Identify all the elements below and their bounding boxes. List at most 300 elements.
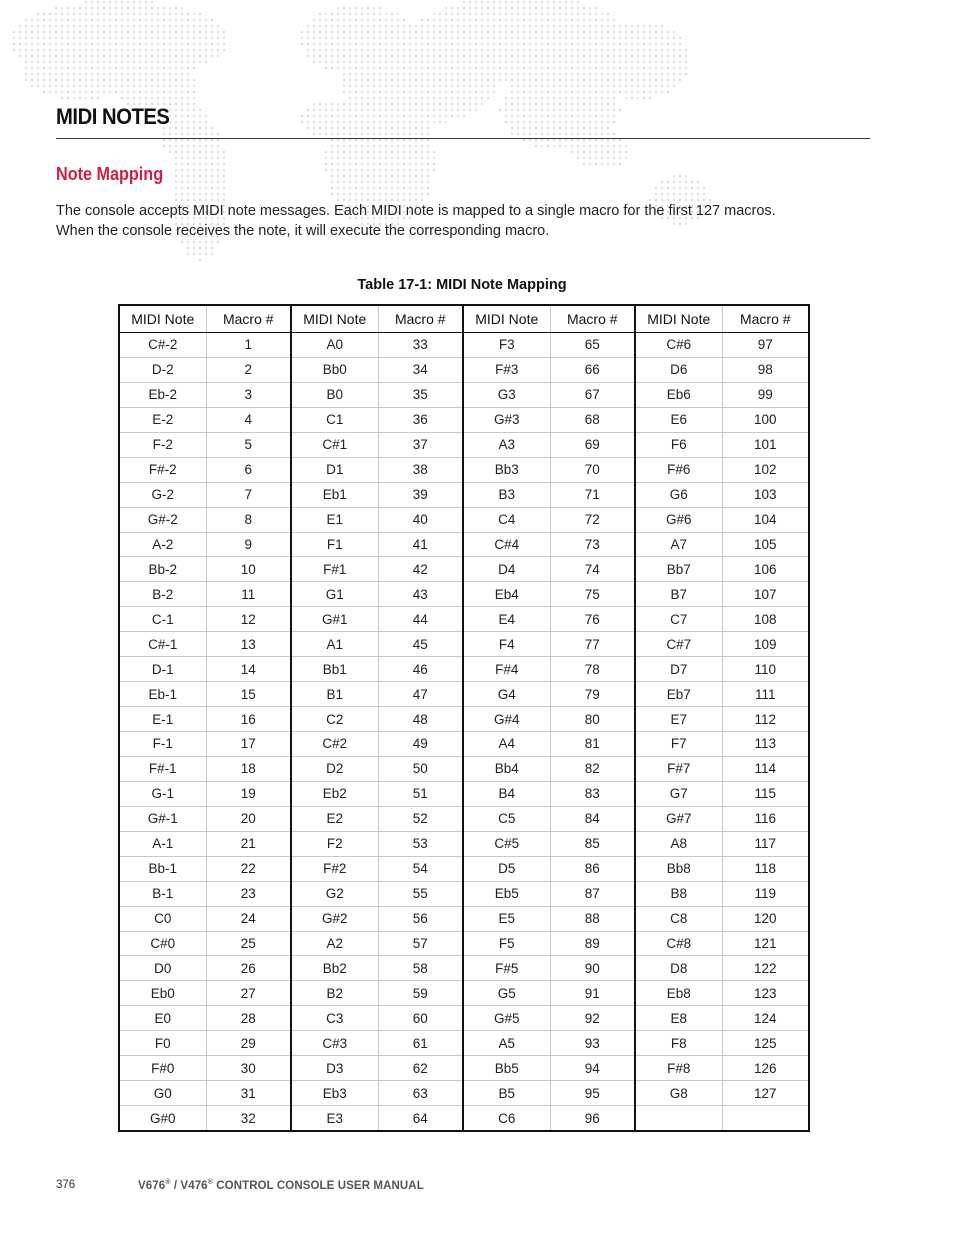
map-dot (217, 157, 219, 159)
map-dot (181, 25, 183, 27)
map-dot (541, 7, 543, 9)
map-dot (601, 37, 603, 39)
map-dot (415, 67, 417, 69)
map-dot (589, 31, 591, 33)
map-dot (613, 97, 615, 99)
map-dot (103, 79, 105, 81)
map-dot (181, 73, 183, 75)
map-dot (223, 31, 225, 33)
map-dot (193, 169, 195, 171)
map-dot (493, 43, 495, 45)
macro-number-cell: 5 (206, 432, 291, 457)
map-dot (199, 145, 201, 147)
map-dot (319, 115, 321, 117)
map-dot (319, 25, 321, 27)
map-dot (613, 55, 615, 57)
map-dot (415, 79, 417, 81)
map-dot (415, 103, 417, 105)
map-dot (547, 139, 549, 141)
map-dot (403, 19, 405, 21)
map-dot (439, 91, 441, 93)
map-dot (385, 43, 387, 45)
map-dot (469, 1, 471, 3)
map-dot (361, 103, 363, 105)
map-dot (373, 67, 375, 69)
macro-number-cell: 48 (378, 707, 463, 732)
midi-note-cell: C#1 (291, 432, 378, 457)
column-header: Macro # (550, 305, 635, 333)
macro-number-cell: 83 (550, 781, 635, 806)
map-dot (379, 25, 381, 27)
map-dot (445, 7, 447, 9)
map-dot (547, 121, 549, 123)
macro-number-cell: 53 (378, 831, 463, 856)
map-dot (169, 151, 171, 153)
section-heading: Note Mapping (56, 164, 164, 184)
map-dot (463, 55, 465, 57)
map-dot (415, 127, 417, 129)
map-dot (199, 175, 201, 177)
map-dot (415, 97, 417, 99)
map-dot (205, 199, 207, 201)
map-dot (97, 31, 99, 33)
map-dot (655, 61, 657, 63)
map-dot (601, 157, 603, 159)
map-dot (331, 67, 333, 69)
map-dot (595, 19, 597, 21)
map-dot (391, 61, 393, 63)
midi-note-cell: B4 (463, 781, 550, 806)
map-dot (451, 85, 453, 87)
map-dot (67, 79, 69, 81)
map-dot (685, 55, 687, 57)
map-dot (451, 67, 453, 69)
map-dot (643, 91, 645, 93)
map-dot (331, 121, 333, 123)
macro-number-cell: 7 (206, 482, 291, 507)
map-dot (625, 85, 627, 87)
map-dot (457, 55, 459, 57)
map-dot (607, 61, 609, 63)
map-dot (331, 169, 333, 171)
map-dot (583, 109, 585, 111)
map-dot (415, 181, 417, 183)
map-dot (193, 163, 195, 165)
map-dot (481, 73, 483, 75)
map-dot (565, 79, 567, 81)
map-dot (481, 91, 483, 93)
map-dot (43, 91, 45, 93)
map-dot (43, 61, 45, 63)
map-dot (139, 85, 141, 87)
map-dot (709, 199, 711, 201)
map-dot (61, 7, 63, 9)
map-dot (475, 85, 477, 87)
macro-number-cell: 62 (378, 1056, 463, 1081)
map-dot (37, 25, 39, 27)
map-dot (193, 49, 195, 51)
map-dot (607, 85, 609, 87)
macro-number-cell: 86 (550, 856, 635, 881)
map-dot (151, 73, 153, 75)
map-dot (25, 73, 27, 75)
midi-note-cell: Bb2 (291, 956, 378, 981)
map-dot (529, 97, 531, 99)
map-dot (667, 193, 669, 195)
map-dot (619, 151, 621, 153)
intro-line-2: When the console receives the note, it will execute the corresponding macro. (56, 222, 550, 239)
map-dot (85, 25, 87, 27)
macro-number-cell: 52 (378, 806, 463, 831)
map-dot (577, 139, 579, 141)
map-dot (553, 43, 555, 45)
map-dot (379, 13, 381, 15)
column-header: Macro # (722, 305, 809, 333)
map-dot (337, 49, 339, 51)
macro-number-cell: 70 (550, 457, 635, 482)
map-dot (661, 31, 663, 33)
map-dot (631, 55, 633, 57)
map-dot (367, 37, 369, 39)
map-dot (541, 31, 543, 33)
map-dot (343, 103, 345, 105)
map-dot (607, 13, 609, 15)
map-dot (397, 163, 399, 165)
table-row (119, 582, 809, 607)
map-dot (181, 85, 183, 87)
map-dot (109, 91, 111, 93)
map-dot (595, 91, 597, 93)
map-dot (55, 79, 57, 81)
map-dot (55, 19, 57, 21)
map-dot (655, 49, 657, 51)
map-dot (469, 55, 471, 57)
map-dot (127, 43, 129, 45)
map-dot (403, 79, 405, 81)
map-dot (487, 19, 489, 21)
midi-note-cell: E2 (291, 806, 378, 831)
map-dot (181, 175, 183, 177)
map-dot (559, 31, 561, 33)
map-dot (397, 97, 399, 99)
map-dot (193, 145, 195, 147)
midi-note-cell: C1 (291, 407, 378, 432)
map-dot (121, 1, 123, 3)
macro-number-cell: 1 (206, 333, 291, 358)
map-dot (67, 61, 69, 63)
macro-number-cell: 77 (550, 632, 635, 657)
map-dot (577, 85, 579, 87)
map-dot (553, 97, 555, 99)
map-dot (355, 121, 357, 123)
map-dot (367, 157, 369, 159)
map-dot (541, 133, 543, 135)
map-dot (517, 115, 519, 117)
map-dot (577, 19, 579, 21)
map-dot (427, 31, 429, 33)
map-dot (223, 169, 225, 171)
map-dot (79, 55, 81, 57)
map-dot (319, 19, 321, 21)
map-dot (667, 91, 669, 93)
map-dot (619, 91, 621, 93)
map-dot (403, 109, 405, 111)
midi-note-cell: E8 (635, 1006, 722, 1031)
midi-note-cell: C#7 (635, 632, 722, 657)
map-dot (379, 97, 381, 99)
map-dot (361, 127, 363, 129)
map-dot (661, 61, 663, 63)
map-dot (355, 181, 357, 183)
map-dot (379, 103, 381, 105)
map-dot (205, 31, 207, 33)
map-dot (583, 115, 585, 117)
table-row (119, 482, 809, 507)
map-dot (175, 139, 177, 141)
map-dot (589, 79, 591, 81)
macro-number-cell: 4 (206, 407, 291, 432)
map-dot (91, 7, 93, 9)
map-dot (379, 37, 381, 39)
map-dot (175, 103, 177, 105)
map-dot (25, 31, 27, 33)
map-dot (559, 133, 561, 135)
map-dot (181, 181, 183, 183)
map-dot (385, 91, 387, 93)
map-dot (91, 25, 93, 27)
midi-note-cell: F#4 (463, 657, 550, 682)
map-dot (643, 85, 645, 87)
map-dot (529, 13, 531, 15)
map-dot (187, 199, 189, 201)
map-dot (541, 103, 543, 105)
macro-number-cell: 54 (378, 856, 463, 881)
map-dot (187, 85, 189, 87)
map-dot (349, 61, 351, 63)
map-dot (451, 7, 453, 9)
map-dot (355, 7, 357, 9)
map-dot (331, 151, 333, 153)
map-dot (511, 97, 513, 99)
map-dot (553, 121, 555, 123)
map-dot (163, 85, 165, 87)
map-dot (607, 73, 609, 75)
map-dot (217, 151, 219, 153)
map-dot (697, 199, 699, 201)
map-dot (343, 61, 345, 63)
map-dot (349, 187, 351, 189)
map-dot (367, 109, 369, 111)
map-dot (31, 37, 33, 39)
map-dot (445, 85, 447, 87)
map-dot (73, 13, 75, 15)
map-dot (181, 145, 183, 147)
map-dot (121, 19, 123, 21)
macro-number-cell: 39 (378, 482, 463, 507)
map-dot (133, 97, 135, 99)
map-dot (589, 19, 591, 21)
map-dot (379, 139, 381, 141)
map-dot (403, 115, 405, 117)
map-dot (355, 13, 357, 15)
map-dot (403, 67, 405, 69)
map-dot (187, 97, 189, 99)
map-dot (193, 61, 195, 63)
macro-number-cell: 56 (378, 906, 463, 931)
map-dot (367, 199, 369, 201)
map-dot (109, 19, 111, 21)
midi-note-cell: A-1 (119, 831, 206, 856)
macro-number-cell: 116 (722, 806, 809, 831)
map-dot (433, 97, 435, 99)
map-dot (115, 1, 117, 3)
macro-number-cell: 76 (550, 607, 635, 632)
map-dot (577, 37, 579, 39)
map-dot (535, 79, 537, 81)
map-dot (67, 31, 69, 33)
map-dot (187, 139, 189, 141)
map-dot (73, 7, 75, 9)
map-dot (433, 103, 435, 105)
map-dot (475, 67, 477, 69)
map-dot (409, 73, 411, 75)
map-dot (49, 19, 51, 21)
map-dot (55, 91, 57, 93)
map-dot (187, 145, 189, 147)
map-dot (619, 43, 621, 45)
map-dot (205, 163, 207, 165)
macro-number-cell: 108 (722, 607, 809, 632)
macro-number-cell: 84 (550, 806, 635, 831)
midi-note-cell: B0 (291, 382, 378, 407)
map-dot (391, 37, 393, 39)
map-dot (559, 43, 561, 45)
map-dot (577, 91, 579, 93)
map-dot (595, 37, 597, 39)
map-dot (577, 109, 579, 111)
map-dot (481, 1, 483, 3)
map-dot (217, 133, 219, 135)
map-dot (133, 67, 135, 69)
map-dot (451, 49, 453, 51)
map-dot (445, 115, 447, 117)
map-dot (67, 19, 69, 21)
midi-note-cell: E1 (291, 507, 378, 532)
midi-note-cell: F2 (291, 831, 378, 856)
map-dot (19, 43, 21, 45)
map-dot (559, 79, 561, 81)
map-dot (559, 55, 561, 57)
map-dot (421, 91, 423, 93)
midi-note-cell: B2 (291, 981, 378, 1006)
map-dot (589, 157, 591, 159)
column-header: MIDI Note (635, 305, 722, 333)
midi-note-cell: D1 (291, 457, 378, 482)
map-dot (433, 13, 435, 15)
map-dot (109, 61, 111, 63)
map-dot (439, 25, 441, 27)
midi-note-cell: D7 (635, 657, 722, 682)
map-dot (73, 85, 75, 87)
map-dot (193, 55, 195, 57)
map-dot (373, 181, 375, 183)
map-dot (25, 55, 27, 57)
map-dot (379, 193, 381, 195)
map-dot (595, 7, 597, 9)
map-dot (361, 25, 363, 27)
map-dot (439, 37, 441, 39)
map-dot (211, 181, 213, 183)
map-dot (403, 43, 405, 45)
map-dot (661, 67, 663, 69)
map-dot (205, 121, 207, 123)
map-dot (337, 43, 339, 45)
map-dot (355, 199, 357, 201)
map-dot (325, 43, 327, 45)
map-dot (565, 133, 567, 135)
map-dot (499, 37, 501, 39)
map-dot (349, 181, 351, 183)
map-dot (121, 91, 123, 93)
map-dot (157, 13, 159, 15)
map-dot (367, 127, 369, 129)
map-dot (583, 85, 585, 87)
map-dot (421, 133, 423, 135)
map-dot (541, 79, 543, 81)
map-dot (325, 19, 327, 21)
map-dot (595, 67, 597, 69)
map-dot (193, 97, 195, 99)
map-dot (319, 49, 321, 51)
map-dot (193, 67, 195, 69)
midi-note-cell: F5 (463, 931, 550, 956)
map-dot (181, 13, 183, 15)
map-dot (649, 31, 651, 33)
map-dot (163, 49, 165, 51)
map-dot (571, 139, 573, 141)
map-dot (427, 115, 429, 117)
map-dot (169, 55, 171, 57)
midi-note-cell: B7 (635, 582, 722, 607)
midi-note-cell: B3 (463, 482, 550, 507)
map-dot (175, 181, 177, 183)
map-dot (337, 7, 339, 9)
map-dot (343, 133, 345, 135)
map-dot (343, 115, 345, 117)
map-dot (349, 127, 351, 129)
map-dot (553, 7, 555, 9)
map-dot (355, 19, 357, 21)
map-dot (637, 61, 639, 63)
map-dot (115, 85, 117, 87)
map-dot (433, 157, 435, 159)
title-divider (56, 138, 870, 139)
map-dot (349, 79, 351, 81)
map-dot (151, 49, 153, 51)
map-dot (427, 163, 429, 165)
map-dot (433, 55, 435, 57)
map-dot (169, 61, 171, 63)
map-dot (409, 199, 411, 201)
map-dot (589, 127, 591, 129)
map-dot (181, 67, 183, 69)
map-dot (37, 31, 39, 33)
map-dot (151, 55, 153, 57)
map-dot (535, 115, 537, 117)
map-dot (529, 133, 531, 135)
map-dot (595, 73, 597, 75)
map-dot (373, 55, 375, 57)
